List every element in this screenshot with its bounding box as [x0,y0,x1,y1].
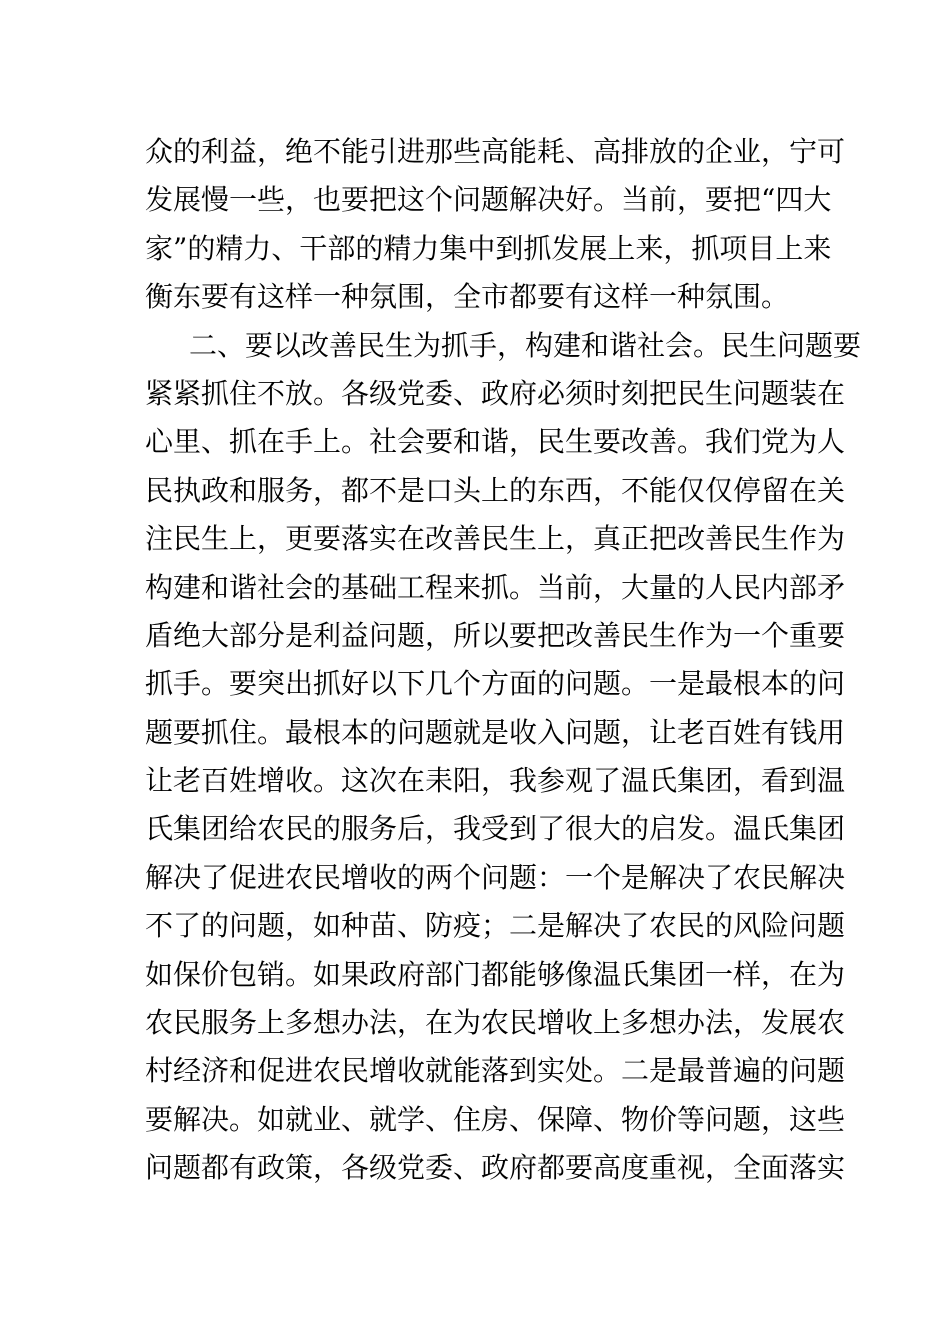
text-line: 村经济和促进农民增收就能落到实处。二是最普遍的问题 [145,1054,846,1088]
text-line: 问题都有政策，各级党委、政府都要高度重视，全面落实 [145,1151,846,1185]
text-line: 如保价包销。如果政府部门都能够像温氏集团一样，在为 [145,957,846,991]
document-body [145,128,862,1193]
text-line: 家”的精力、干部的精力集中到抓发展上来，抓项目上来 [145,231,832,265]
text-line: 心里、抓在手上。社会要和谐，民生要改善。我们党为人 [145,425,846,459]
text-line: 农民服务上多想办法，在为农民增收上多想办法，发展农 [145,1006,846,1040]
paragraph-first-line: 二、要以改善民生为抓手，构建和谐社会。民生问题要 [189,328,862,362]
text-line: 不了的问题，如种苗、防疫；二是解决了农民的风险问题 [145,909,846,943]
text-line: 构建和谐社会的基础工程来抓。当前，大量的人民内部矛 [145,570,846,604]
text-line: 民执政和服务，都不是口头上的东西，不能仅仅停留在关 [145,473,846,507]
text-line: 衡东要有这样一种氛围，全市都要有这样一种氛围。 [145,280,790,314]
text-line: 解决了促进农民增收的两个问题：一个是解决了农民解决 [145,860,846,894]
text-line: 紧紧抓住不放。各级党委、政府必须时刻把民生问题装在 [145,376,846,410]
text-line: 发展慢一些，也要把这个问题解决好。当前，要把“四大 [145,183,832,217]
text-line: 众的利益，绝不能引进那些高能耗、高排放的企业，宁可 [145,135,846,168]
text-line: 要解决。如就业、就学、住房、保障、物价等问题，这些 [145,1102,846,1136]
text-line: 盾绝大部分是利益问题，所以要把改善民生作为一个重要 [145,618,846,652]
text-line: 题要抓住。最根本的问题就是收入问题，让老百姓有钱用 [145,715,846,749]
text-line: 抓手。要突出抓好以下几个方面的问题。一是最根本的问 [145,667,846,701]
text-line: 氏集团给农民的服务后，我受到了很大的启发。温氏集团 [145,812,846,846]
text-line: 注民生上，更要落实在改善民生上，真正把改善民生作为 [145,522,846,556]
text-line: 让老百姓增收。这次在耒阳，我参观了温氏集团，看到温 [145,764,846,798]
